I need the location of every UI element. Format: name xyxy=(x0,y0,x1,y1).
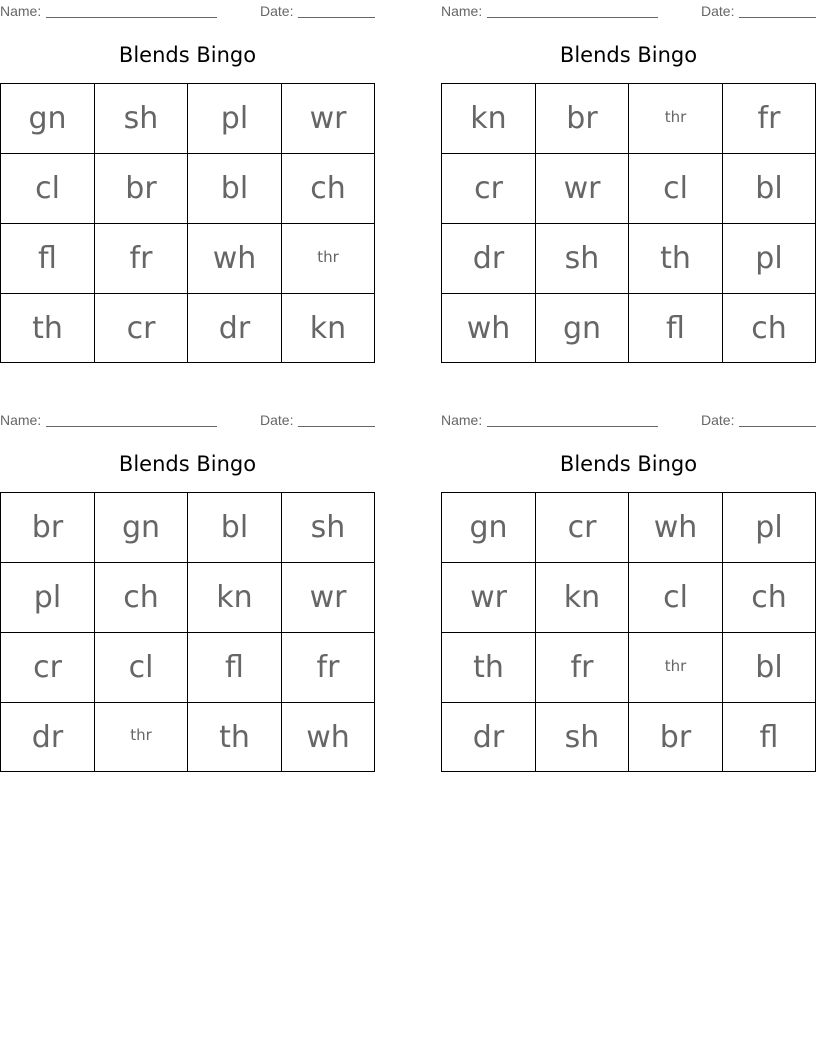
bingo-cell: br xyxy=(536,84,629,154)
date-blank-line xyxy=(739,426,816,427)
bingo-grid xyxy=(0,83,375,363)
bingo-cell: cl xyxy=(1,154,95,224)
bingo-cell: fr xyxy=(723,84,815,154)
bingo-cell: ch xyxy=(723,563,815,633)
bingo-cell: bl xyxy=(723,154,815,224)
bingo-cell: cl xyxy=(95,633,188,703)
bingo-cell: fl xyxy=(188,633,282,703)
bingo-cell: br xyxy=(95,154,188,224)
card-header xyxy=(0,411,375,429)
bingo-cell: fr xyxy=(536,633,629,703)
name-label: Name: xyxy=(441,412,483,428)
bingo-cell: th xyxy=(188,703,282,771)
date-blank-line xyxy=(739,17,816,18)
bingo-card xyxy=(0,0,375,363)
bingo-cell: pl xyxy=(1,563,95,633)
bingo-cell: bl xyxy=(188,493,282,563)
card-title: Blends Bingo xyxy=(559,452,698,476)
bingo-cell: wh xyxy=(442,294,536,362)
bingo-cell: cr xyxy=(1,633,95,703)
date-label: Date: xyxy=(701,3,735,19)
bingo-cell: cr xyxy=(95,294,188,362)
bingo-cell: pl xyxy=(188,84,282,154)
bingo-cell: dr xyxy=(442,703,536,771)
card-header xyxy=(441,411,816,429)
bingo-cell: pl xyxy=(723,493,815,563)
bingo-cell: thr xyxy=(282,224,374,294)
bingo-cell: kn xyxy=(536,563,629,633)
bingo-cell: br xyxy=(1,493,95,563)
bingo-cell: fr xyxy=(282,633,374,703)
bingo-card xyxy=(0,409,375,772)
bingo-cell: wh xyxy=(188,224,282,294)
bingo-card xyxy=(441,409,816,772)
bingo-cell: sh xyxy=(536,224,629,294)
card-header xyxy=(0,2,375,20)
bingo-cell: ch xyxy=(751,310,787,346)
date-label: Date: xyxy=(701,412,735,428)
card-title: Blends Bingo xyxy=(118,452,257,476)
bingo-cell: kn xyxy=(309,310,347,346)
date-blank-line xyxy=(298,17,375,18)
name-label: Name: xyxy=(441,3,483,19)
bingo-cell: cl xyxy=(629,154,723,224)
bingo-cell: pl xyxy=(723,224,815,294)
bingo-cell: fl xyxy=(759,719,779,755)
date-label: Date: xyxy=(260,3,294,19)
card-title: Blends Bingo xyxy=(559,43,698,67)
bingo-cell: fr xyxy=(95,224,188,294)
bingo-cell: gn xyxy=(442,493,536,563)
bingo-cell: wh xyxy=(629,493,723,563)
bingo-cell: wh xyxy=(306,719,350,755)
bingo-cell: sh xyxy=(536,703,629,771)
name-blank-line xyxy=(46,17,217,18)
name-label: Name: xyxy=(0,3,42,19)
bingo-cell: ch xyxy=(282,154,374,224)
date-blank-line xyxy=(298,426,375,427)
card-header xyxy=(441,2,816,20)
bingo-cell: dr xyxy=(1,703,95,771)
bingo-cell: gn xyxy=(536,294,629,362)
bingo-cell: cr xyxy=(536,493,629,563)
bingo-cell: cl xyxy=(629,563,723,633)
bingo-card xyxy=(441,0,816,363)
bingo-cell: wr xyxy=(442,563,536,633)
name-blank-line xyxy=(487,17,658,18)
bingo-cell: fl xyxy=(1,224,95,294)
bingo-cell: thr xyxy=(629,633,723,703)
bingo-cell: wr xyxy=(536,154,629,224)
bingo-cell: gn xyxy=(1,84,95,154)
bingo-cell: th xyxy=(1,294,95,362)
bingo-cell: thr xyxy=(95,703,188,771)
bingo-cell: ch xyxy=(95,563,188,633)
bingo-cell: gn xyxy=(95,493,188,563)
bingo-cell: fl xyxy=(629,294,723,362)
bingo-cell: th xyxy=(442,633,536,703)
bingo-cell: sh xyxy=(95,84,188,154)
bingo-cell: wr xyxy=(282,563,374,633)
bingo-cell: cr xyxy=(442,154,536,224)
name-label: Name: xyxy=(0,412,42,428)
bingo-cell: thr xyxy=(629,84,723,154)
bingo-cell: th xyxy=(629,224,723,294)
name-blank-line xyxy=(487,426,658,427)
bingo-cell: kn xyxy=(188,563,282,633)
bingo-cell: sh xyxy=(282,493,374,563)
bingo-cell: bl xyxy=(723,633,815,703)
bingo-cell: dr xyxy=(188,294,282,362)
bingo-cell: dr xyxy=(442,224,536,294)
bingo-grid xyxy=(0,492,375,772)
bingo-grid xyxy=(441,83,816,363)
bingo-cell: br xyxy=(629,703,723,771)
bingo-cell: bl xyxy=(188,154,282,224)
card-title: Blends Bingo xyxy=(118,43,257,67)
bingo-cell: kn xyxy=(442,84,536,154)
date-label: Date: xyxy=(260,412,294,428)
bingo-grid xyxy=(441,492,816,772)
bingo-cell: wr xyxy=(282,84,374,154)
name-blank-line xyxy=(46,426,217,427)
